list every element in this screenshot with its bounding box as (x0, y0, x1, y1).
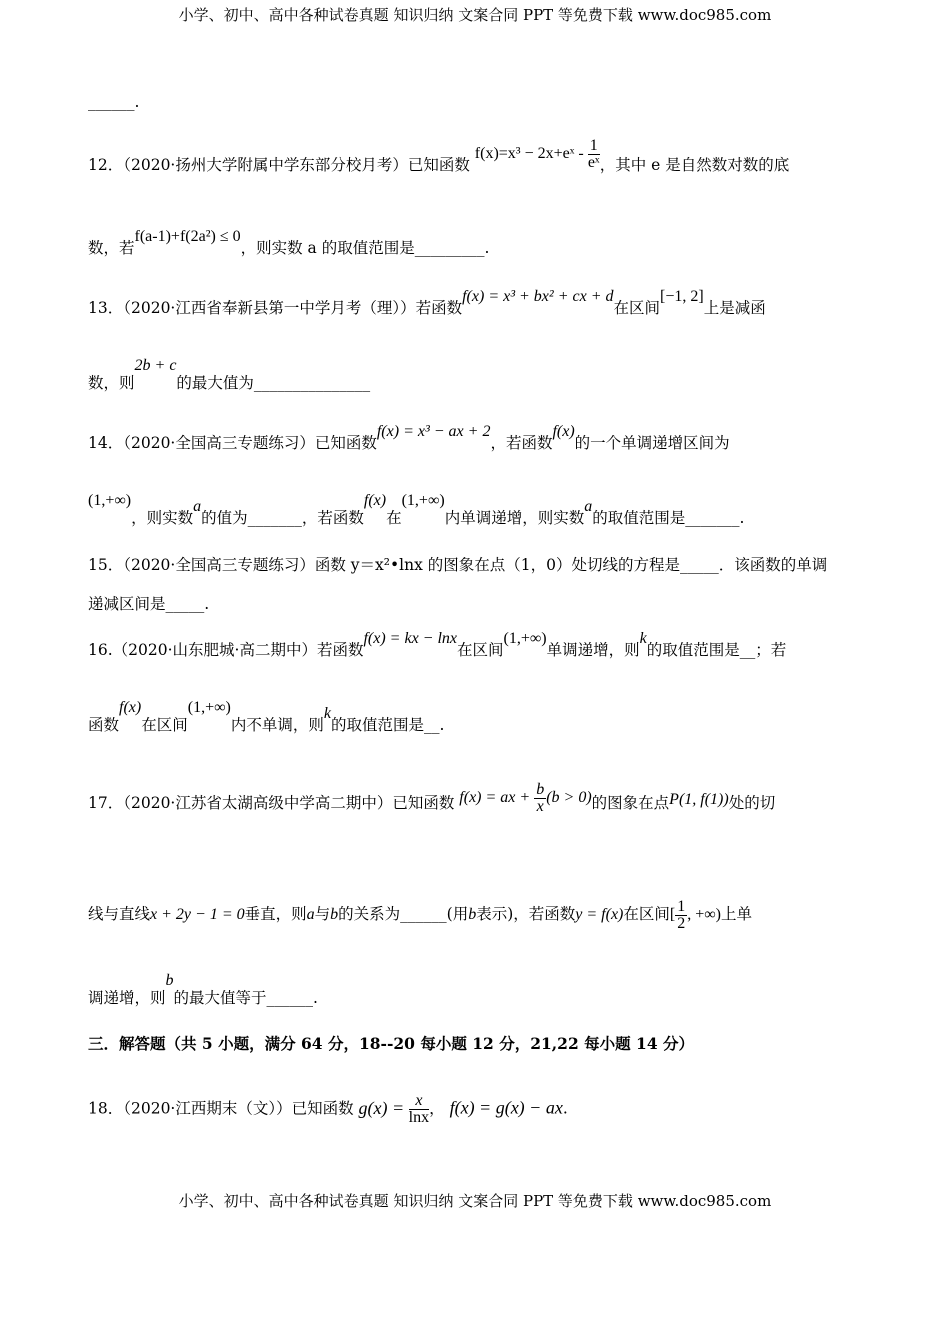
q13-source: （2020·江西省奉新县第一中学月考（理））若函数 (123, 299, 463, 317)
q14-fx-2: f(x) (363, 492, 387, 509)
q13-tail: 上是减函 (703, 299, 766, 317)
question-15-line-2: 递减区间是_____. (88, 595, 210, 613)
q17-text: 的图象在点 (591, 794, 670, 813)
question-12-line-1 (88, 137, 790, 183)
q16-number: 16. (88, 641, 113, 659)
q18-source: （2020·江西期末（文））已知函数 (123, 1099, 354, 1118)
question-12-line-2 (88, 228, 490, 259)
q14-answer-prompt: 的取值范围是_______. (592, 509, 745, 527)
q14-var-a-2: a (584, 498, 593, 515)
q18-g-definition: g(x) = $\frac{x}{\ln x}$ (358, 1092, 430, 1126)
q17-text-6: 表示)，若函数 (476, 905, 576, 924)
q17-yfx: y = f(x) (575, 906, 624, 924)
q18-number: 18． (88, 1099, 124, 1118)
q16-interval-2: (1,+∞) (187, 699, 231, 716)
q17-text-5: 的关系为______(用 (338, 905, 469, 924)
q14-number: 14． (88, 434, 124, 452)
q14-var-a: a (193, 498, 202, 515)
q12-fraction: $\frac{1}{\text{eˣ}}$ (587, 137, 600, 171)
q17-var-b-2: b (468, 906, 477, 924)
question-13-line-1 (88, 288, 766, 319)
q14-fx: f(x) (552, 423, 575, 440)
q16-text-4: 在区间 (141, 716, 188, 734)
q17-tail: 处的切 (728, 794, 776, 813)
q17-var-b-3: b (165, 972, 174, 989)
q16-formula: f(x) = kx − lnx (363, 630, 458, 647)
q14-text-2: ，则实数 (131, 509, 194, 527)
q13-answer-prompt: 的最大值为_______________ (176, 374, 371, 392)
q12-answer-prompt: ，则实数 a 的取值范围是_________. (240, 239, 490, 257)
q16-text-2: 单调递增，则 (546, 641, 640, 659)
q16-text-3: 函数 (88, 716, 120, 734)
q16-interval: (1,+∞) (503, 630, 547, 647)
q16-var-k: k (639, 630, 647, 647)
q16-var-k-2: k (323, 705, 331, 722)
q17-line-equation: x + 2y − 1 = 0 (150, 906, 245, 924)
question-18-line-1 (88, 1093, 568, 1126)
q13-text: 在区间 (613, 299, 661, 317)
q17-var-a: a (306, 906, 315, 924)
q17-text-3: 垂直，则 (244, 905, 307, 924)
page-header: 小学、初中、高中各种试卷真题 知识归纳 文案合同 PPT 等免费下载 www.doc985.com (178, 6, 772, 24)
q14-text-4: 在 (386, 509, 402, 527)
question-14-line-2 (88, 492, 745, 529)
q18-separator: ， (429, 1099, 445, 1118)
q12-number: 12． (88, 156, 124, 175)
q17-formula: f(x) = ax + $\frac{b}{x}$ (b > 0) (459, 781, 592, 815)
question-17-line-2 (88, 899, 752, 932)
q14-interval: (1,+∞) (88, 492, 132, 509)
q14-text-3: 的值为_______，若函数 (201, 509, 364, 527)
q16-fx: f(x) (119, 699, 142, 716)
q12-tail: ，其中 e 是自然数对数的底 (599, 156, 790, 175)
question-15-line-1: 15．（2020·全国高三专题练习）函数 y＝x²•lnx 的图象在点（1，0）处切线的方程是_____．该函数的单调 (88, 556, 828, 574)
q17-interval: [ $\frac{1}{2}$ , +∞) (669, 898, 721, 932)
q14-formula: f(x) = x³ − ax + 2 (376, 423, 491, 440)
q16-text-5: 内不单调，则 (230, 716, 324, 734)
q18-period: . (562, 1099, 568, 1118)
q17-point: P(1, f(1)) (669, 791, 729, 809)
q12-inequality: f(a-1)+f(2a²) ≤ 0 (134, 228, 241, 245)
q14-source: （2020·全国高三专题练习）已知函数 (123, 434, 377, 452)
q17-answer-prompt: 的最大值等于______. (173, 989, 318, 1007)
q14-text-5: 内单调递增，则实数 (444, 509, 585, 527)
page-footer: 小学、初中、高中各种试卷真题 知识归纳 文案合同 PPT 等免费下载 www.doc985.com (178, 1192, 772, 1210)
section-3-heading: 三．解答题（共 5 小题，满分 64 分，18--20 每小题 12 分，21,22 每小题 14 分） (88, 1034, 695, 1053)
q13-text-2: 数，则 (88, 374, 135, 392)
q16-answer-prompt-2: 的取值范围是__. (330, 716, 445, 734)
question-14-line-1 (88, 423, 730, 454)
q13-formula: f(x) = x³ + bx² + cx + d (462, 288, 614, 305)
q16-source: （2020·山东肥城·高二期中）若函数 (112, 641, 364, 659)
question-13-line-2 (88, 357, 371, 394)
q17-text-7: 在区间 (623, 905, 670, 924)
q14-text: ，若函数 (490, 434, 553, 452)
q17-text-8: 上单 (720, 905, 752, 924)
q17-fraction: $\frac{b}{x}$ (536, 781, 545, 815)
q17-source: （2020·江苏省太湖高级中学高二期中）已知函数 (123, 794, 455, 813)
q17-number: 17． (88, 794, 124, 813)
previous-answer-blank: ______. (88, 93, 140, 111)
q13-expression: 2b + c (134, 357, 177, 374)
question-16-line-2 (88, 699, 445, 736)
question-17-line-1 (88, 781, 776, 821)
q12-source: （2020·扬州大学附属中学东部分校月考）已知函数 (123, 156, 470, 175)
q16-answer-prompt: 的取值范围是__；若 (646, 641, 787, 659)
q17-var-b: b (330, 906, 339, 924)
question-16-line-1 (88, 630, 787, 661)
q14-interval-2: (1,+∞) (401, 492, 445, 509)
question-17-line-3 (88, 972, 318, 1009)
q16-text: 在区间 (457, 641, 504, 659)
q12-text: 数，若 (88, 239, 135, 257)
q13-interval: [−1, 2] (660, 288, 704, 305)
q17-text-9: 调递增，则 (88, 989, 166, 1007)
q13-number: 13． (88, 299, 124, 317)
q12-formula: f(x)=x³ − 2x+eˣ - $\frac{1}{\text{eˣ}}$ (474, 137, 600, 171)
q18-f-definition: f(x) = g(x) − ax (449, 1097, 563, 1118)
q17-text-2: 线与直线 (88, 905, 151, 924)
q17-text-4: 与 (314, 905, 331, 924)
q14-tail: 的一个单调递增区间为 (574, 434, 730, 452)
